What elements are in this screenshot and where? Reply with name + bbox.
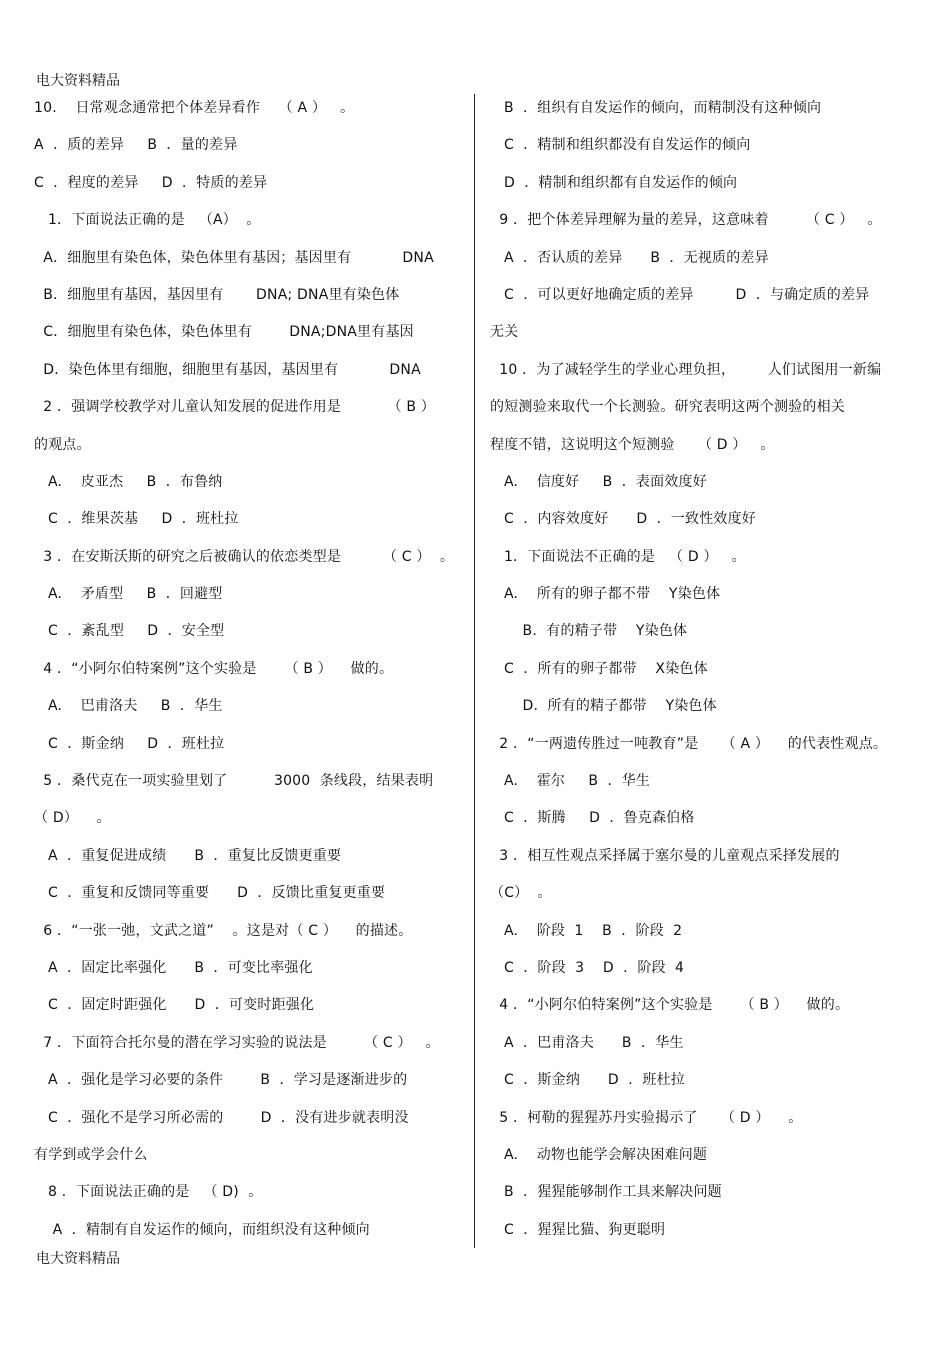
text-line: A. 动物也能学会解决困难问题 <box>490 1146 708 1163</box>
text-line: B ．猩猩能够制作工具来解决问题 <box>490 1184 722 1201</box>
text-line: A ．重复促进成绩 B ．重复比反馈更重要 <box>34 847 342 864</box>
text-line: A ．否认质的差异 B ．无视质的差异 <box>490 249 769 266</box>
text-line: A. 矛盾型 B ．回避型 <box>34 586 223 603</box>
text-line: B ．组织有自发运作的倾向，而精制没有这种倾向 <box>490 100 822 116</box>
text-line: A. 霍尔 B ．华生 <box>490 773 651 790</box>
text-line: 6 ．“一张一弛，文武之道” 。这是对（ C ） 的描述。 <box>34 922 413 939</box>
text-line: A. 信度好 B ．表面效度好 <box>490 473 707 490</box>
text-line: A ．强化是学习必要的条件 B ．学习是逐渐进步的 <box>34 1072 408 1089</box>
text-line: C．细胞里有染色体，染色体里有 DNA;DNA里有基因 <box>34 324 414 341</box>
text-line: A. 巴甫洛夫 B ．华生 <box>34 698 223 715</box>
text-line: 8 ．下面说法正确的是 （ D) 。 <box>34 1184 263 1201</box>
text-line: A ．质的差异 B ．量的差异 <box>34 137 238 154</box>
text-line: D ．精制和组织都有自发运作的倾向 <box>490 174 738 191</box>
right-column <box>490 92 915 1251</box>
text-line: C ．固定时距强化 D ．可变时距强化 <box>34 997 315 1014</box>
text-line: B．细胞里有基因，基因里有 DNA; DNA里有染色体 <box>34 286 400 303</box>
text-line: C ．阶段 3 D ．阶段 4 <box>490 959 685 976</box>
text-line: C ．斯金纳 D ．班杜拉 <box>490 1072 686 1089</box>
text-line: D. 所有的精子都带 Y染色体 <box>490 698 717 715</box>
text-line: A. 皮亚杰 B ．布鲁纳 <box>34 473 223 490</box>
text-line: C ．紊乱型 D ．安全型 <box>34 623 225 640</box>
text-line: 5 ．柯勒的猩猩苏丹实验揭示了 （ D ） 。 <box>490 1109 803 1126</box>
page-footer: 电大资料精品 <box>36 1251 120 1267</box>
page-header: 电大资料精品 <box>36 73 120 89</box>
text-line: 无关 <box>490 324 519 341</box>
text-line: C ．程度的差异 D ．特质的差异 <box>34 174 268 191</box>
text-line: A ．巴甫洛夫 B ．华生 <box>490 1034 684 1051</box>
text-line: A. 所有的卵子都不带 Y染色体 <box>490 586 721 603</box>
text-line: A. 阶段 1 B ．阶段 2 <box>490 922 683 939</box>
text-line: 的短测验来取代一个长测验。研究表明这两个测验的相关 <box>490 399 845 416</box>
text-line: （C） 。 <box>490 885 552 902</box>
text-line: C ．斯金纳 D ．班杜拉 <box>34 735 225 752</box>
text-line: 3 ．在安斯沃斯的研究之后被确认的依恋类型是 （ C ） 。 <box>34 548 455 565</box>
text-line: 1．下面说法不正确的是 （ D ） 。 <box>490 548 746 565</box>
text-line: C ．精制和组织都没有自发运作的倾向 <box>490 137 751 154</box>
text-line: （ D） 。 <box>34 810 111 827</box>
text-line: 9 ．把个体差异理解为量的差异，这意味着 （ C ） 。 <box>490 212 882 229</box>
text-line: A ．固定比率强化 B ．可变比率强化 <box>34 959 313 976</box>
text-line: C ．重复和反馈同等重要 D ．反馈比重复更重要 <box>34 885 386 902</box>
text-line: A．细胞里有染色体，染色体里有基因；基因里有 DNA <box>34 249 434 266</box>
text-line: C ．斯腾 D ．鲁克森伯格 <box>490 810 695 827</box>
text-line: 1．下面说法正确的是 （A） 。 <box>34 212 261 229</box>
text-line: C ．内容效度好 D ．一致性效度好 <box>490 511 757 528</box>
text-line: 的观点。 <box>34 436 91 453</box>
text-line: A ．精制有自发运作的倾向，而组织没有这种倾向 <box>34 1221 370 1238</box>
left-column <box>34 92 464 1251</box>
text-line: 10 ．为了减轻学生的学业心理负担， 人们试图用一新编 <box>490 361 882 378</box>
column-divider <box>474 94 475 1248</box>
text-line: 4 ．“小阿尔伯特案例”这个实验是 （ B ） 做的。 <box>490 997 850 1014</box>
text-line: C ．猩猩比猫、狗更聪明 <box>490 1221 666 1238</box>
text-line: 4 ．“小阿尔伯特案例”这个实验是 （ B ） 做的。 <box>34 660 394 677</box>
text-line: C ．强化不是学习所必需的 D ．没有进步就表明没 <box>34 1109 409 1126</box>
text-line: C ．可以更好地确定质的差异 D ．与确定质的差异 <box>490 286 870 303</box>
text-line: 有学到或学会什么 <box>34 1146 148 1163</box>
text-line: 2 ．强调学校教学对儿童认知发展的促进作用是 （ B ） <box>34 399 436 416</box>
text-line: D．染色体里有细胞，细胞里有基因，基因里有 DNA <box>34 361 421 378</box>
text-line: C ．所有的卵子都带 X染色体 <box>490 660 708 677</box>
text-line: B. 有的精子带 Y染色体 <box>490 623 688 640</box>
text-line: 3 ．相互性观点采择属于塞尔曼的儿童观点采择发展的 <box>490 847 840 864</box>
text-line: 5 ．桑代克在一项实验里划了 3000 条线段，结果表明 <box>34 773 434 790</box>
text-line: 7 ．下面符合托尔曼的潜在学习实验的说法是 （ C ） 。 <box>34 1034 440 1051</box>
text-line: C ．维果茨基 D ．班杜拉 <box>34 511 239 528</box>
text-line: 10. 日常观念通常把个体差异看作 （ A ） 。 <box>34 100 355 116</box>
text-line: 程度不错，这说明这个短测验 （ D ） 。 <box>490 436 775 453</box>
text-line: 2 ．“一两遗传胜过一吨教育”是 （ A ） 的代表性观点。 <box>490 735 888 752</box>
